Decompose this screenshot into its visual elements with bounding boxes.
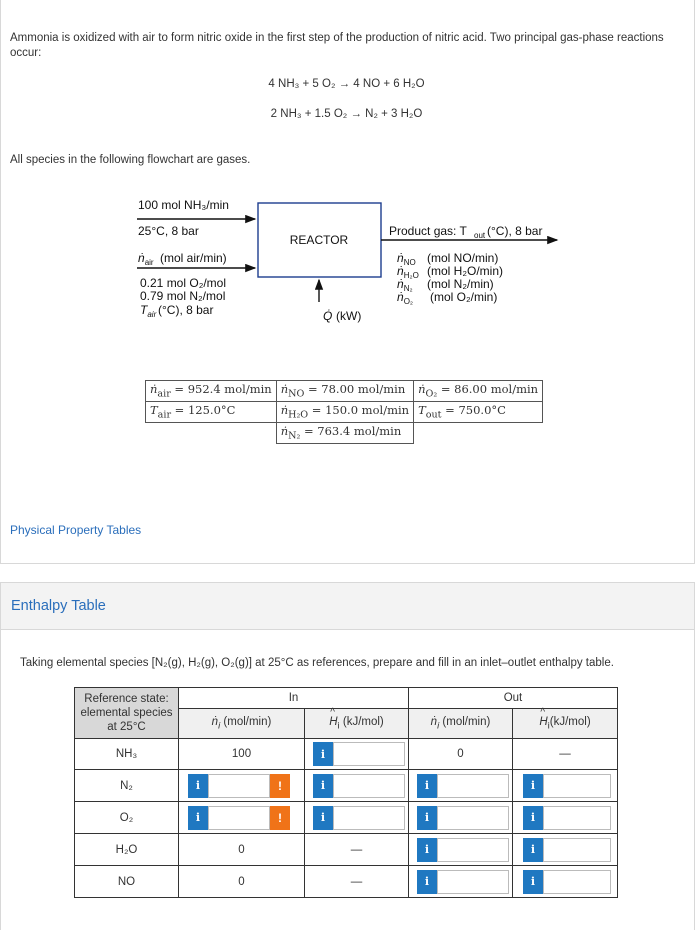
h2o-flow-label: (mol H₂O/min): [427, 264, 503, 278]
n2-flow-label: (mol N₂/min): [427, 277, 494, 291]
h2o-flow-symbol: ṅ$_{H_2O}$: [397, 264, 419, 280]
n-in-input[interactable]: [188, 806, 290, 830]
flowchart-note: All species in the following flowchart are gases.: [10, 154, 251, 166]
heat-symbol: Q̇: [323, 309, 333, 323]
o2-flow-symbol: ṅ$_{O_2}$: [397, 290, 414, 306]
info-icon[interactable]: i: [313, 806, 333, 830]
h-out-input[interactable]: [523, 838, 611, 862]
n-in-value: 100: [179, 739, 305, 770]
n-in-header: ṅ$_i$ (mol/min): [179, 709, 305, 739]
species-label: N₂: [75, 770, 179, 802]
n-out-input[interactable]: [417, 774, 509, 798]
reference-state-header: Reference state: elemental species at 25°C: [75, 688, 179, 739]
h-in-input[interactable]: [313, 806, 405, 830]
physical-property-tables-link[interactable]: Physical Property Tables: [10, 523, 142, 537]
product-temp-subscript: out: [474, 231, 486, 240]
warning-icon[interactable]: !: [270, 774, 290, 798]
info-icon[interactable]: i: [523, 806, 543, 830]
n-out-input[interactable]: [417, 870, 509, 894]
n-h2o-value: 150.0 mol/min: [325, 403, 410, 418]
info-icon[interactable]: i: [417, 806, 437, 830]
info-icon[interactable]: i: [523, 774, 543, 798]
h-in-input[interactable]: [313, 742, 405, 766]
h-in-value: —: [305, 834, 409, 866]
info-icon[interactable]: i: [188, 806, 208, 830]
n-in-value: 0: [179, 834, 305, 866]
t-air-cell: $T_{air} = 125.0^\circ C$: [146, 402, 277, 423]
n-in-value: 0: [179, 866, 305, 898]
product-gas-label: Product gas: T: [389, 224, 467, 238]
n-out-input[interactable]: [417, 806, 509, 830]
enthalpy-instruction: Taking elemental species [N₂(g), H₂(g), O₂(g)] at 25°C as references, prepare and fill in an inlet–outlet enthalpy table.: [20, 657, 614, 669]
reaction-1: 4 NH₃ + 5 O₂ → 4 NO + 6 H₂O: [268, 78, 425, 90]
t-out-value: 750.0°C: [458, 403, 506, 418]
n-no-value: 78.00 mol/min: [321, 382, 406, 397]
h-out-value: —: [513, 739, 618, 770]
o2-flow-label: (mol O₂/min): [430, 290, 498, 304]
species-label: NH₃: [75, 739, 179, 770]
reaction-2: 2 NH₃ + 1.5 O₂ → N₂ + 3 H₂O: [270, 108, 423, 120]
n-out-header: ṅ$_i$ (mol/min): [409, 709, 513, 739]
warning-icon[interactable]: !: [270, 806, 290, 830]
in-header: In: [179, 688, 409, 709]
air-flow-label: (mol air/min): [160, 251, 227, 265]
species-label: O₂: [75, 802, 179, 834]
h-out-input[interactable]: [523, 806, 611, 830]
reactor-label: REACTOR: [289, 233, 349, 247]
product-conditions-label: (°C), 8 bar: [487, 224, 543, 238]
info-icon[interactable]: i: [417, 838, 437, 862]
enthalpy-table: [74, 687, 618, 898]
out-header: Out: [409, 688, 618, 709]
enthalpy-section-title: Enthalpy Table: [11, 598, 106, 614]
given-values-table: [145, 380, 543, 444]
air-temp-symbol: $T_{air}$: [140, 303, 157, 319]
n2-flow-symbol: ṅ$_{N_2}$: [397, 277, 413, 293]
n-air-cell: ṅ$_{air}$ = 952.4 mol/min: [146, 381, 277, 402]
problem-intro: Ammonia is oxidized with air to form nitric oxide in the first step of the production of nitric acid. Two principal gas-phase reactions occur:: [10, 32, 664, 59]
info-icon[interactable]: i: [417, 870, 437, 894]
info-icon[interactable]: i: [417, 774, 437, 798]
t-air-value: 125.0°C: [187, 403, 236, 418]
species-label: NO: [75, 866, 179, 898]
air-conditions-label: (°C), 8 bar: [158, 303, 214, 317]
n-o2-value: 86.00 mol/min: [454, 382, 539, 397]
no-flow-symbol: ṅ$_{NO}$: [397, 251, 416, 267]
n-out-input[interactable]: [417, 838, 509, 862]
n-n2-value: 763.4 mol/min: [317, 424, 402, 439]
enthalpy-section-header: [0, 582, 695, 630]
info-icon[interactable]: i: [313, 742, 333, 766]
info-icon[interactable]: i: [188, 774, 208, 798]
n-out-value: 0: [409, 739, 513, 770]
h-in-header: ^ $H_i$ (kJ/mol): [305, 709, 409, 739]
n-n2-cell: ṅ$_{N_2}$ = 763.4 mol/min: [276, 423, 413, 444]
feed-conditions-label: 25°C, 8 bar: [138, 224, 199, 238]
n-h2o-cell: ṅ$_{H_2O}$ = 150.0 mol/min: [276, 402, 413, 423]
air-o2-label: 0.21 mol O₂/mol: [140, 276, 227, 290]
n-air-value: 952.4 mol/min: [187, 382, 272, 397]
n-no-cell: ṅ$_{NO}$ = 78.00 mol/min: [276, 381, 413, 402]
no-flow-label: (mol NO/min): [427, 251, 499, 265]
h-in-value: —: [305, 866, 409, 898]
feed-nh3-label: 100 mol NH₃/min: [138, 198, 229, 212]
h-in-input[interactable]: [313, 774, 405, 798]
air-n2-label: 0.79 mol N₂/mol: [140, 289, 226, 303]
info-icon[interactable]: i: [523, 870, 543, 894]
info-icon[interactable]: i: [523, 838, 543, 862]
info-icon[interactable]: i: [313, 774, 333, 798]
h-out-header: ^ $H_i(kJ/mol)$: [513, 709, 618, 739]
h-out-input[interactable]: [523, 774, 611, 798]
n-o2-cell: ṅ$_{O_2}$ = 86.00 mol/min: [414, 381, 543, 402]
air-flow-symbol: ṅ$_{air}$: [138, 251, 154, 267]
n-in-input[interactable]: [188, 774, 290, 798]
t-out-cell: $T_{out} = 750.0^\circ C$: [414, 402, 543, 423]
h-out-input[interactable]: [523, 870, 611, 894]
process-flowchart: [0, 0, 695, 370]
heat-label: (kW): [336, 309, 362, 323]
species-label: H₂O: [75, 834, 179, 866]
